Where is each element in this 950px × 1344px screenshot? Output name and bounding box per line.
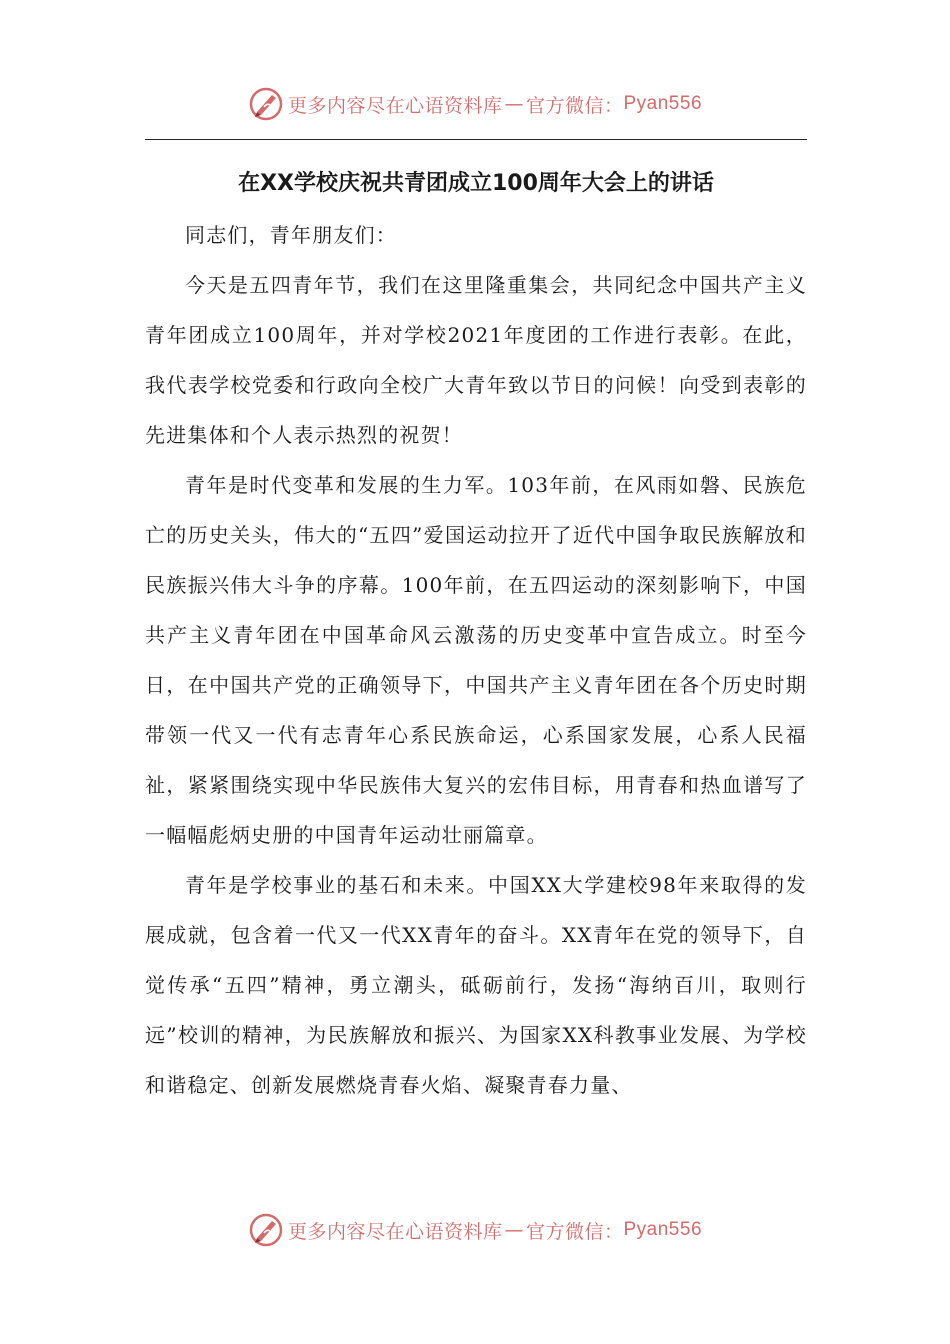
header-watermark [0, 84, 950, 124]
paragraph-salutation: 同志们，青年朋友们： [185, 223, 397, 247]
wechat-id: Pyan556 [623, 93, 703, 114]
header-divider [145, 139, 807, 140]
document-title: 在XX学校庆祝共青团成立100周年大会上的讲话 [238, 171, 714, 196]
official-label: 官方微信： [525, 1220, 624, 1243]
pen-logo-icon [248, 1212, 284, 1248]
wechat-id: Pyan556 [623, 1219, 703, 1240]
watermark-text: 更多内容尽在心语资料库 [287, 94, 503, 117]
watermark-dash: — [504, 93, 524, 115]
document-body [145, 210, 807, 1110]
watermark-text: 更多内容尽在心语资料库 [287, 1220, 503, 1243]
paragraph: 青年是时代变革和发展的生力军。103年前，在风雨如磐、民族危亡的历史关头，伟大的“五四”爱国运动拉开了近代中国争取民族解放和民族振兴伟大斗争的序幕。100年前，在五四运动的深刻影响下，中国共产主义青年团在中国革命风云激荡的历史变革中宣告成立。时至今日，在中国共产党的正确领导下，中国共产主义青年团在各个历史时期带领一代又一代有志青年心系民族命运，心系国家发展，心系人民福祉，紧紧围绕实现中华民族伟大复兴的宏伟目标，用青春和热血谱写了一幅幅彪炳史册的中国青年运动壮丽篇章。 [145, 473, 807, 847]
pen-logo-icon [248, 86, 284, 122]
official-label: 官方微信： [525, 94, 624, 117]
watermark-dash: — [504, 1219, 524, 1241]
paragraph: 今天是五四青年节，我们在这里隆重集会，共同纪念中国共产主义青年团成立100周年，并对学校2021年度团的工作进行表彰。在此，我代表学校党委和行政向全校广大青年致以节日的问候！向受到表彰的先进集体和个人表示热烈的祝贺！ [145, 273, 807, 447]
paragraph: 青年是学校事业的基石和未来。中国XX大学建校98年来取得的发展成就，包含着一代又一代XX青年的奋斗。XX青年在党的领导下，自觉传承“五四”精神，勇立潮头，砥砺前行，发扬“海纳百川，取则行远”校训的精神，为民族解放和振兴、为国家XX科教事业发展、为学校和谐稳定、创新发展燃烧青春火焰、凝聚青春力量、 [145, 873, 807, 1097]
footer-watermark [0, 1210, 950, 1250]
